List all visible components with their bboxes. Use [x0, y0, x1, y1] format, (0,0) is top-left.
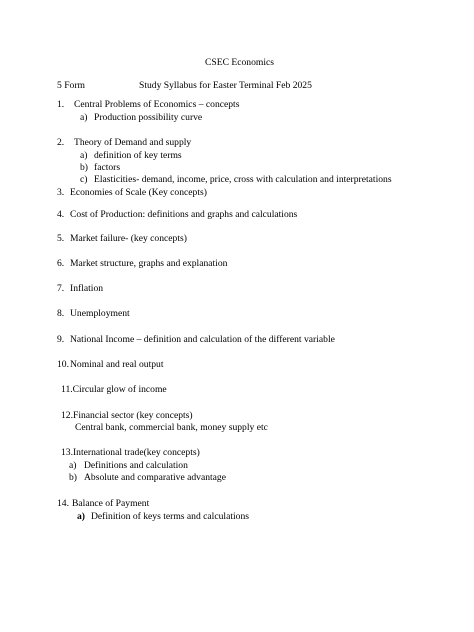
item-14-number: 14.: [57, 498, 69, 509]
item-14-text: Balance of Payment: [72, 498, 150, 509]
item-3-text: Economies of Scale (Key concepts): [70, 187, 207, 198]
item-13-text: 13.International trade(key concepts): [61, 447, 200, 458]
item-13b-text: Absolute and comparative advantage: [84, 472, 226, 483]
item-6-number: 6.: [57, 258, 65, 269]
item-1a-marker: a): [80, 112, 88, 123]
form-label: 5 Form: [57, 80, 85, 91]
item-1a-text: Production possibility curve: [94, 112, 203, 123]
item-9-text: National Income – definition and calculation of the different variable: [70, 334, 335, 345]
item-2b-text: factors: [94, 162, 121, 173]
item-2c-marker: c): [80, 174, 88, 185]
item-4-text: Cost of Production: definitions and graphs and calculations: [70, 209, 298, 220]
item-8-number: 8.: [57, 308, 65, 319]
item-5-number: 5.: [57, 233, 65, 244]
item-4-number: 4.: [57, 209, 65, 220]
item-11-text: 11.Circular glow of income: [61, 384, 167, 395]
item-7-number: 7.: [57, 283, 65, 294]
item-2-text: Theory of Demand and supply: [74, 137, 192, 148]
item-14a-text: Definition of keys terms and calculations: [91, 511, 249, 522]
item-2a-text: definition of key terms: [94, 150, 182, 161]
item-2b-marker: b): [80, 162, 88, 173]
item-5-text: Market failure- (key concepts): [70, 233, 187, 244]
item-13b-marker: b): [69, 472, 77, 483]
item-2-number: 2.: [57, 137, 65, 148]
item-6-text: Market structure, graphs and explanation: [70, 258, 228, 269]
item-3-number: 3.: [57, 187, 65, 198]
item-10-text: Nominal and real output: [70, 359, 164, 370]
item-12-detail: Central bank, commercial bank, money supply etc: [75, 422, 268, 433]
item-7-text: Inflation: [70, 283, 104, 294]
document-title: CSEC Economics: [205, 57, 275, 68]
item-14a-marker: a): [77, 511, 85, 522]
syllabus-subtitle: Study Syllabus for Easter Terminal Feb 2025: [139, 80, 312, 91]
item-1-text: Central Problems of Economics – concepts: [74, 99, 240, 110]
item-13a-text: Definitions and calculation: [84, 460, 188, 471]
item-8-text: Unemployment: [70, 308, 130, 319]
item-2a-marker: a): [80, 150, 88, 161]
item-12-text: 12.Financial sector (key concepts): [61, 410, 193, 421]
item-9-number: 9.: [57, 334, 65, 345]
item-1-number: 1.: [57, 99, 65, 110]
item-13a-marker: a): [69, 460, 77, 471]
item-2c-text: Elasticities- demand, income, price, cross with calculation and interpretations: [94, 174, 392, 185]
item-10-number: 10.: [57, 359, 69, 370]
